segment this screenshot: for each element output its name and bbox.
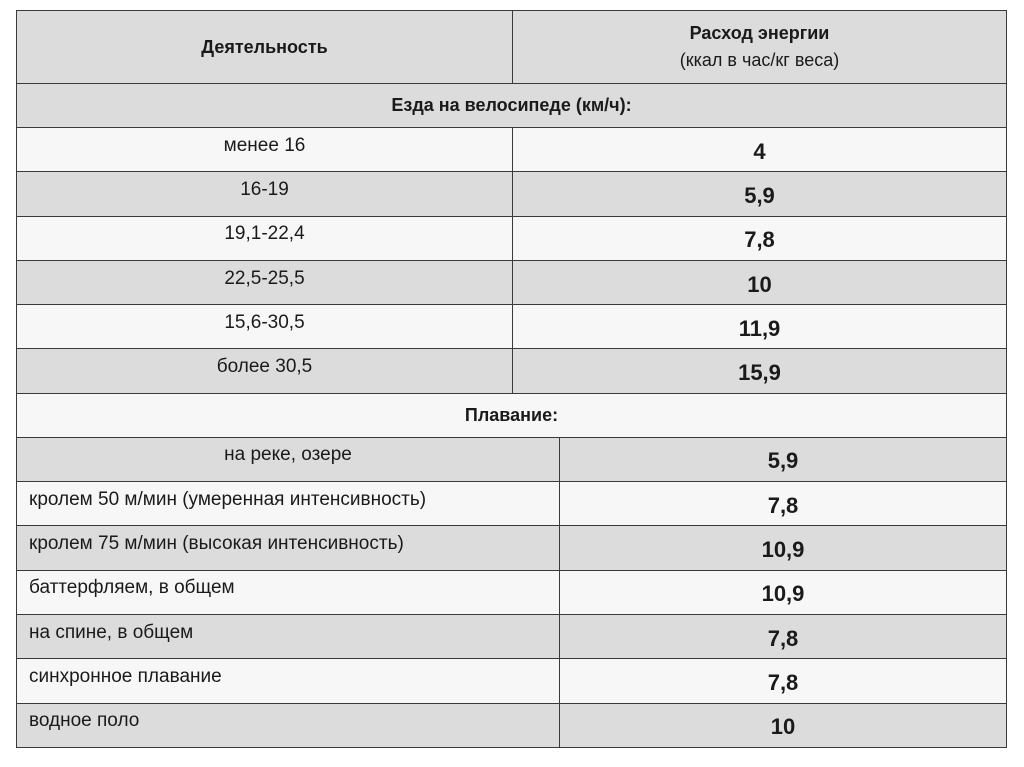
table-row [17, 261, 1007, 305]
value-cell: 10,9 [761, 537, 805, 563]
table-row [17, 217, 1007, 261]
activity-cell: баттерфляем, в общем [29, 577, 235, 599]
activity-cell: 19,1-22,4 [224, 223, 305, 245]
value-cell: 10 [747, 271, 772, 297]
section-cycling [17, 84, 1007, 128]
table-row [17, 349, 1007, 393]
value-cell: 5,9 [744, 182, 775, 208]
table-row [17, 482, 1007, 526]
header-energy-title: Расход энергии [689, 23, 830, 43]
activity-cell: на реке, озере [224, 444, 352, 466]
activity-cell: водное поло [29, 710, 140, 732]
value-cell: 11,9 [738, 315, 781, 341]
header-energy [513, 11, 1007, 83]
header-activity: Деятельность [17, 11, 513, 83]
section-title: Езда на велосипеде (км/ч): [17, 84, 1007, 127]
table-row [17, 305, 1007, 349]
energy-table [16, 10, 1007, 748]
activity-cell: 16-19 [240, 178, 289, 200]
table-row [17, 615, 1007, 659]
section-title: Плавание: [17, 394, 1007, 437]
table-row [17, 571, 1007, 615]
activity-cell: на спине, в общем [29, 621, 194, 643]
activity-cell: синхронное плавание [29, 665, 222, 687]
table-row [17, 172, 1007, 216]
value-cell: 15,9 [738, 360, 781, 386]
activity-cell: 22,5-25,5 [224, 267, 305, 289]
table-row [17, 659, 1007, 703]
value-cell: 10 [770, 714, 796, 740]
value-cell: 7,8 [767, 625, 799, 651]
activity-cell: более 30,5 [216, 356, 313, 378]
value-cell: 10,9 [761, 581, 805, 607]
table-row [17, 128, 1007, 172]
activity-cell: кролем 75 м/мин (высокая интенсивность) [29, 533, 404, 555]
value-cell: 7,8 [767, 492, 799, 518]
value-cell: 5,9 [767, 448, 799, 474]
activity-cell: кролем 50 м/мин (умеренная интенсивность) [29, 488, 427, 510]
table-row [17, 704, 1007, 748]
header-energy-unit: (ккал в час/кг веса) [679, 50, 840, 70]
value-cell: 7,8 [744, 227, 775, 253]
table-header-row [17, 11, 1007, 84]
value-cell: 4 [753, 138, 766, 164]
value-cell: 7,8 [767, 669, 799, 695]
table-row [17, 526, 1007, 570]
activity-cell: 15,6-30,5 [224, 311, 305, 333]
section-swimming [17, 394, 1007, 438]
table-row [17, 438, 1007, 482]
activity-cell: менее 16 [223, 134, 306, 156]
